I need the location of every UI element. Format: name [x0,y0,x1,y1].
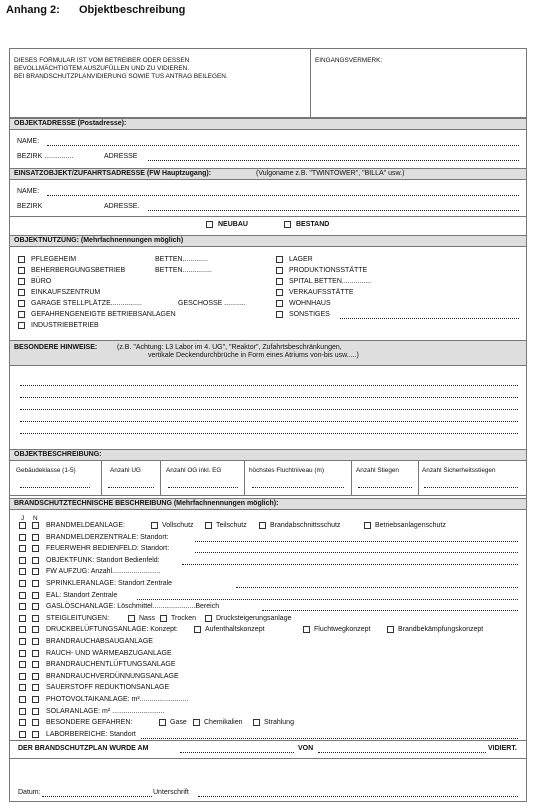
einsatz-name-field[interactable] [47,195,519,196]
objektadresse-name-field[interactable] [47,145,519,146]
eal-label: EAL: Standort Zentrale [46,592,118,599]
einsatz-adresse-label: ADRESSE. [104,203,140,210]
fw-bedienfeld-ja-checkbox[interactable] [19,545,26,552]
nutzung-lager-label: LAGER [289,256,313,263]
bestand-checkbox[interactable] [284,221,291,228]
nutzung-gefahren-checkbox[interactable] [18,311,25,318]
technik-title: BRANDSCHUTZTECHNISCHE BESCHREIBUNG (Mehrfachnennungen möglich): [14,500,279,507]
nutzung-spital-label: SPITAL BETTEN............... [289,278,372,285]
fw-bedienfeld-field[interactable] [195,552,518,553]
objektadresse-title: OBJEKTADRESSE (Postadresse): [14,120,127,127]
col-anzahl-stiegen: Anzahl Stiegen [356,467,399,474]
footer-vidiert-label: VIDIERT. [488,745,517,752]
laborbereiche-field[interactable] [141,738,518,739]
einsatz-adresse-field[interactable] [148,210,519,211]
sprinkler-field[interactable] [236,587,518,588]
einsatz-bezirk-label: BEZIRK [17,203,43,210]
objektadresse-adresse-field[interactable] [148,160,519,161]
objektadresse-adresse-label: ADRESSE [104,153,138,160]
nutzung-beherbergung-label: BEHERBERGUNGSBETRIEB [31,267,126,274]
rauchabsaug-nein-checkbox[interactable] [32,638,39,645]
footer-plan-label: DER BRANDSCHUTZPLAN WURDE AM [18,745,149,752]
steig-opt-1-checkbox[interactable] [128,615,135,622]
beschreibung-title: OBJEKTBESCHREIBUNG: [14,451,102,458]
nutzung-buero-checkbox[interactable] [18,278,25,285]
nutzung-sonstiges-field[interactable] [340,318,519,319]
solar-ja-checkbox[interactable] [19,708,26,715]
col-gebaeudeklasse: Gebäudeklasse (1-5) [16,467,76,474]
rauchabsaug-ja-checkbox[interactable] [19,638,26,645]
nutzung-pflegeheim-checkbox[interactable] [18,256,25,263]
nutzung-produktion-checkbox[interactable] [276,267,283,274]
bma-ja-checkbox[interactable] [19,522,26,529]
hinweise-line-5[interactable] [20,433,518,434]
gefahr-opt-1-label: Gase [170,719,187,726]
neubau-checkbox[interactable] [206,221,213,228]
hinweise-line-2[interactable] [20,397,518,398]
sprinkler-nein-checkbox[interactable] [32,580,39,587]
eingangsvermerk-label: EINGANGSVERMERK: [315,57,383,64]
rwa-ja-checkbox[interactable] [19,650,26,657]
laborbereiche-nein-checkbox[interactable] [32,731,39,738]
objektadresse-name-label: NAME: [17,138,40,145]
nutzung-beherbergung-betten: BETTEN............... [155,267,212,274]
gefahr-opt-1-checkbox[interactable] [159,719,166,726]
sprinkler-ja-checkbox[interactable] [19,580,26,587]
photovoltaik-label: PHOTOVOLTAIKANLAGE: m²......................... [46,696,189,703]
field-anzahl-stiegen[interactable] [358,487,412,488]
solar-label: SOLARANLAGE: m² ........................... [46,708,165,715]
nutzung-beherbergung-checkbox[interactable] [18,267,25,274]
druck-opt-3-label: Brandbekämpfungskonzept [398,626,484,633]
rauchverduennung-label: BRANDRAUCHVERDÜNNUNGSANLAGE [46,673,179,680]
druck-opt-3-checkbox[interactable] [387,626,394,633]
footer-von-label: VON [298,745,314,752]
footer-unterschrift-label: Unterschrift [153,789,189,796]
field-gebaeudeklasse[interactable] [20,487,90,488]
intro-line-3: BEI BRANDSCHUTZPLANVIDIERUNG SOWIE TUS ANTRAG BEILEGEN. [14,73,228,80]
col-sicherheitsstiegen: Anzahl Sicherheitsstiegen [422,467,496,474]
gefahr-opt-3-label: Strahlung [264,719,294,726]
druckbelueftung-ja-checkbox[interactable] [19,626,26,633]
sprinkler-label: SPRINKLERANLAGE: Standort Zentrale [46,580,173,587]
nutzung-garage-label: GARAGE STELLPLÄTZE................ [31,300,142,307]
einsatz-hint: (Vulgoname z.B. "TWINTOWER", "BILLA" usw.) [256,170,405,177]
nutzung-wohnhaus-label: WOHNHAUS [289,300,331,307]
druckbelueftung-label: DRUCKBELÜFTUNGSANLAGE: Konzept: [46,626,178,633]
rauchentlueftung-ja-checkbox[interactable] [19,661,26,668]
hinweise-line-3[interactable] [20,409,518,410]
field-sicherheitsstiegen[interactable] [424,487,518,488]
objektfunk-nein-checkbox[interactable] [32,557,39,564]
bmz-label: BRANDMELDERZENTRALE: Standort: [46,534,169,541]
steig-opt-1-label: Nass [139,615,155,622]
photovoltaik-nein-checkbox[interactable] [32,696,39,703]
field-fluchtniveau[interactable] [252,487,344,488]
gasloesch-field[interactable] [262,610,518,611]
eal-field[interactable] [137,599,518,600]
intro-line-1: DIESES FORMULAR IST VOM BETREIBER ODER DESSEN [14,57,190,64]
nutzung-garage-geschosse: GESCHOSSE ........... [178,300,246,307]
bma-opt-3-checkbox[interactable] [259,522,266,529]
sauerstoff-reduktion-ja-checkbox[interactable] [19,684,26,691]
nutzung-sonstiges-label: SONSTIGES [289,311,330,318]
j-column-label: J [21,515,25,522]
eal-ja-checkbox[interactable] [19,592,26,599]
gasloesch-label: GASLÖSCHANLAGE: Löschmittel......................Bereich [46,603,220,610]
steig-opt-2-checkbox[interactable] [160,615,167,622]
sauerstoff-reduktion-label: SAUERSTOFF REDUKTIONSANLAGE [46,684,170,691]
nutzung-gefahren-label: GEFAHRENGENEIGTE BETRIEBSANLAGEN [31,311,176,318]
druck-opt-2-label: Fluchtwegkonzept [314,626,371,633]
nutzung-pflegeheim-betten: BETTEN............. [155,256,208,263]
fw-bedienfeld-nein-checkbox[interactable] [32,545,39,552]
field-anzahl-og[interactable] [168,487,238,488]
bmz-nein-checkbox[interactable] [32,534,39,541]
gefahr-opt-2-checkbox[interactable] [193,719,200,726]
besondere-gefahren-label: BESONDERE GEFAHREN: [46,719,133,726]
objektfunk-label: OBJEKTFUNK: Standort Bedienfeld: [46,557,160,564]
footer-datum-label: Datum: [18,789,41,796]
bma-opt-1-label: Vollschutz [162,522,194,529]
bma-opt-1-checkbox[interactable] [151,522,158,529]
hinweise-hint-2: vertikale Deckendurchbrüche in Form eines Atriums von-bis usw.....) [148,352,359,359]
fw-aufzug-label: FW AUFZUG: Anzahl......................... [46,568,161,575]
steigleitungen-ja-checkbox[interactable] [19,615,26,622]
nutzung-industrie-checkbox[interactable] [18,322,25,329]
bma-label: BRANDMELDEANLAGE: [46,522,125,529]
bma-opt-2-label: Teilschutz [216,522,247,529]
col-anzahl-og: Anzahl OG inkl. EG [166,467,222,474]
hinweise-hint-1: (z.B. "Achtung: L3 Labor im 4. UG", "Reaktor", Zufahrtsbeschränkungen, [117,344,342,351]
einsatz-name-label: NAME: [17,188,40,195]
hinweise-line-4[interactable] [20,421,518,422]
sauerstoff-reduktion-nein-checkbox[interactable] [32,684,39,691]
footer-datum-field[interactable] [42,796,152,797]
druckbelueftung-nein-checkbox[interactable] [32,626,39,633]
solar-nein-checkbox[interactable] [32,708,39,715]
druck-opt-2-checkbox[interactable] [303,626,310,633]
gasloesch-nein-checkbox[interactable] [32,603,39,610]
nutzung-garage-checkbox[interactable] [18,300,25,307]
objektfunk-field[interactable] [182,564,518,565]
neubau-label: NEUBAU [218,221,248,228]
steigleitungen-nein-checkbox[interactable] [32,615,39,622]
nutzung-title: OBJEKTNUTZUNG: (Mehrfachnennungen möglich) [14,237,184,244]
bma-opt-4-label: Betriebsanlagenschutz [375,522,446,529]
rauchentlueftung-nein-checkbox[interactable] [32,661,39,668]
intro-line-2: BEVOLLMÄCHTIGTEM AUSZUFÜLLEN UND ZU VIDIEREN. [14,65,190,72]
rwa-nein-checkbox[interactable] [32,650,39,657]
nutzung-verkauf-checkbox[interactable] [276,289,283,296]
fw-aufzug-nein-checkbox[interactable] [32,568,39,575]
druck-opt-1-label: Aufenthaltskonzept [205,626,265,633]
objektfunk-ja-checkbox[interactable] [19,557,26,564]
druck-opt-1-checkbox[interactable] [194,626,201,633]
bma-opt-3-label: Brandabschnittsschutz [270,522,341,529]
laborbereiche-ja-checkbox[interactable] [19,731,26,738]
bmz-field[interactable] [195,541,518,542]
col-anzahl-ug: Anzahl UG [110,467,141,474]
objektadresse-bezirk-label: BEZIRK ............... [17,153,74,160]
nutzung-verkauf-label: VERKAUFSSTÄTTE [289,289,354,296]
nutzung-einkaufszentrum-label: EINKAUFSZENTRUM [31,289,101,296]
steig-opt-3-label: Drucksteigerungsanlage [216,615,292,622]
nutzung-sonstiges-checkbox[interactable] [276,311,283,318]
rwa-label: RAUCH- UND WÄRMEABZUGANLAGE [46,650,172,657]
gefahr-opt-2-label: Chemikalien [204,719,243,726]
gefahr-opt-3-checkbox[interactable] [253,719,260,726]
nutzung-produktion-label: PRODUKTIONSSTÄTTE [289,267,368,274]
laborbereiche-label: LABORBEREICHE: Standort [46,731,136,738]
bmz-ja-checkbox[interactable] [19,534,26,541]
footer-unterschrift-field[interactable] [198,796,518,797]
besondere-gefahren-nein-checkbox[interactable] [32,719,39,726]
bma-opt-4-checkbox[interactable] [364,522,371,529]
nutzung-lager-checkbox[interactable] [276,256,283,263]
hinweise-line-1[interactable] [20,385,518,386]
nutzung-einkaufszentrum-checkbox[interactable] [18,289,25,296]
nutzung-pflegeheim-label: PFLEGEHEIM [31,256,77,263]
bestand-label: BESTAND [296,221,330,228]
steig-opt-3-checkbox[interactable] [205,615,212,622]
steigleitungen-label: STEIGLEITUNGEN: [46,615,110,622]
nutzung-wohnhaus-checkbox[interactable] [276,300,283,307]
footer-date-field[interactable] [180,752,294,753]
col-fluchtniveau: höchstes Fluchtniveau (m) [249,467,324,474]
anhang-label: Anhang 2: [6,4,60,16]
eal-nein-checkbox[interactable] [32,592,39,599]
hinweise-title: BESONDERE HINWEISE: [14,344,98,351]
nutzung-buero-label: BÜRO [31,278,52,285]
gasloesch-ja-checkbox[interactable] [19,603,26,610]
fw-aufzug-ja-checkbox[interactable] [19,568,26,575]
page-title: Objektbeschreibung [79,4,186,16]
einsatz-title: EINSATZOBJEKT/ZUFAHRTSADRESSE (FW Hauptzugang): [14,170,212,177]
nutzung-spital-checkbox[interactable] [276,278,283,285]
bma-nein-checkbox[interactable] [32,522,39,529]
rauchverduennung-ja-checkbox[interactable] [19,673,26,680]
footer-von-field[interactable] [318,752,486,753]
bma-opt-2-checkbox[interactable] [205,522,212,529]
photovoltaik-ja-checkbox[interactable] [19,696,26,703]
besondere-gefahren-ja-checkbox[interactable] [19,719,26,726]
rauchentlueftung-label: BRANDRAUCHENTLÜFTUNGSANLAGE [46,661,176,668]
n-column-label: N [33,515,38,522]
nutzung-industrie-label: INDUSTRIEBETRIEB [31,322,99,329]
rauchabsaug-label: BRANDRAUCHABSAUGANLAGE [46,638,153,645]
field-anzahl-ug[interactable] [108,487,154,488]
rauchverduennung-nein-checkbox[interactable] [32,673,39,680]
fw-bedienfeld-label: FEUERWEHR BEDIENFELD: Standort: [46,545,170,552]
steig-opt-2-label: Trocken [171,615,197,622]
